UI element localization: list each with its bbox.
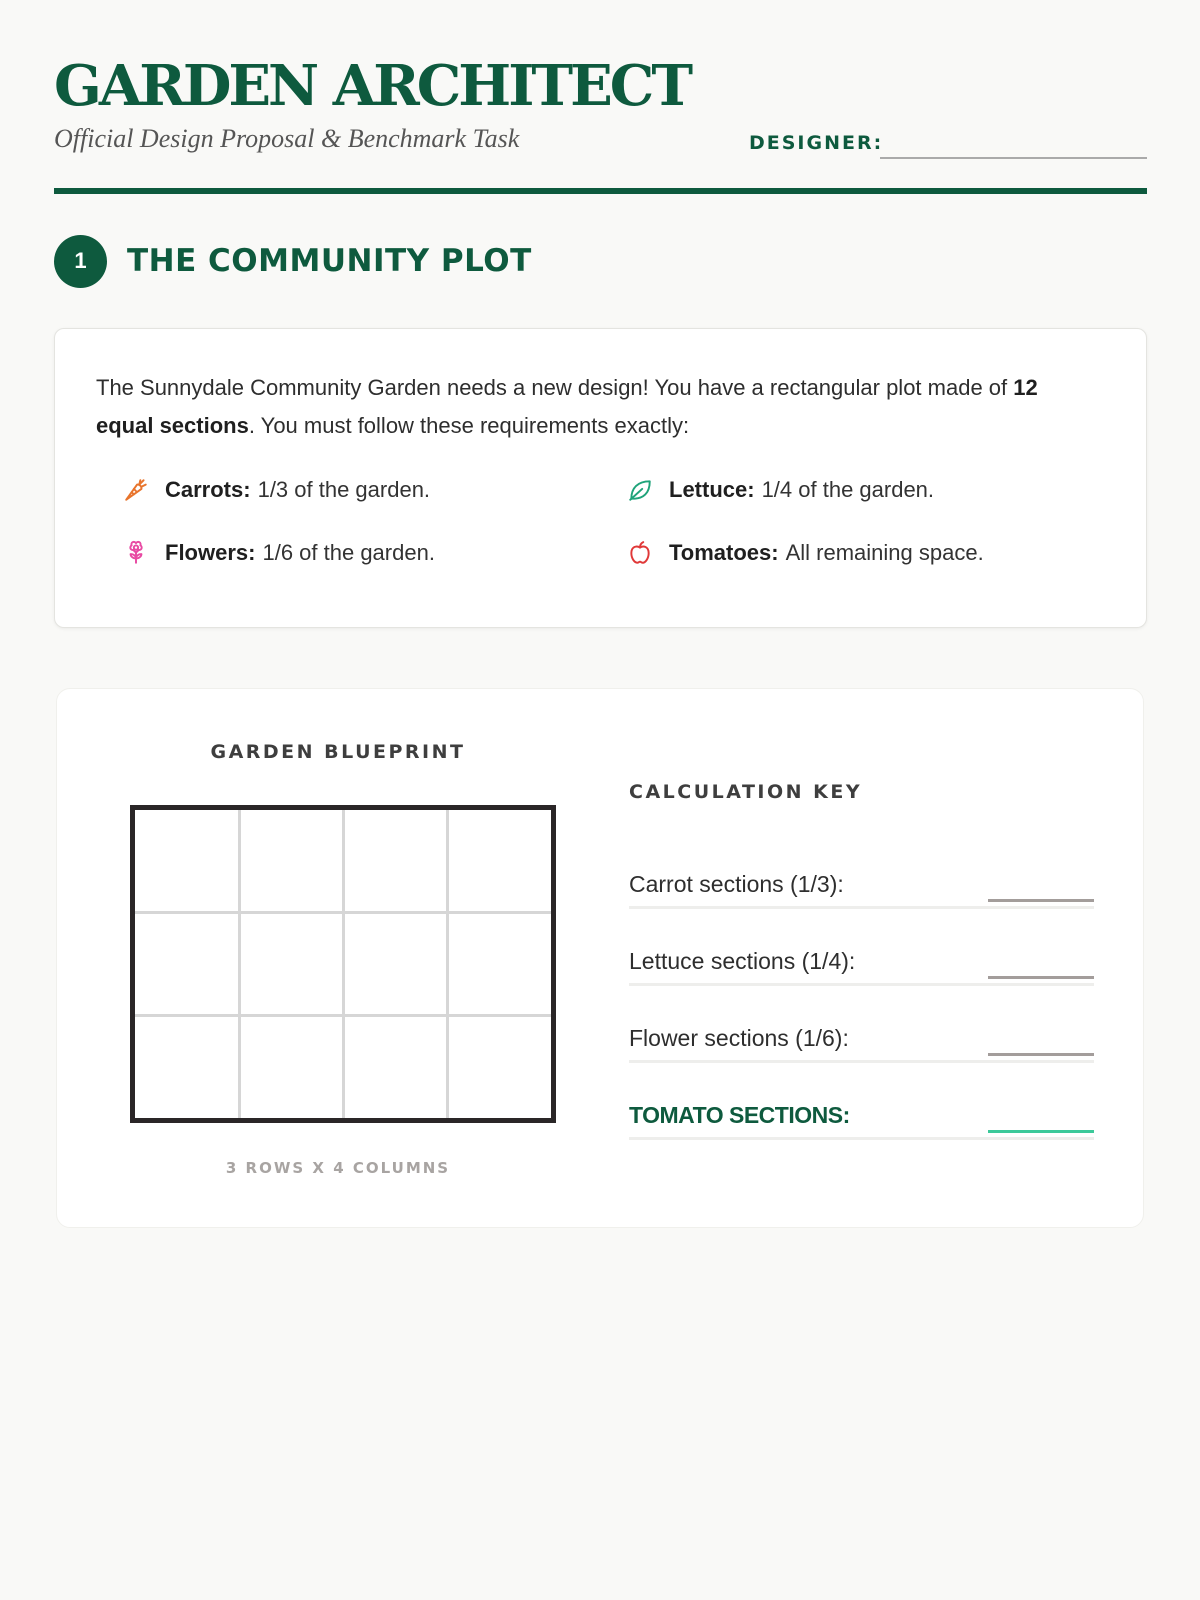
apple-icon (627, 540, 653, 566)
flower-sections-row (629, 1019, 1094, 1063)
intro-text-before: The Sunnydale Community Garden needs a new design! You have a rectangular plot made of (96, 375, 1014, 400)
garden-grid[interactable] (130, 805, 556, 1123)
requirement-label: Flowers: (165, 540, 256, 565)
blueprint-caption: 3 ROWS X 4 COLUMNS (225, 1159, 451, 1177)
carrot-icon (123, 477, 149, 503)
section-heading (54, 234, 532, 288)
worksheet-page (54, 0, 1147, 1177)
flower-icon (123, 540, 149, 566)
flower-sections-answer[interactable] (988, 1053, 1094, 1056)
grid-column-divider (446, 810, 449, 1118)
requirement-value: 1/3 of the garden. (257, 477, 431, 502)
requirement-value: All remaining space. (785, 540, 984, 565)
requirement-label: Carrots: (165, 477, 251, 502)
requirement-value: 1/4 of the garden. (761, 477, 935, 502)
lettuce-sections-answer[interactable] (988, 976, 1094, 979)
grid-row-divider (135, 1014, 551, 1017)
requirement-label: Lettuce: (669, 477, 755, 502)
header (54, 0, 1147, 194)
tomato-sections-answer[interactable] (988, 1130, 1094, 1133)
blueprint-title: GARDEN BLUEPRINT (210, 741, 466, 763)
intro-bold-text: 12 equal sections (96, 375, 1038, 438)
requirement-tomatoes (627, 540, 984, 566)
lettuce-sections-row (629, 942, 1094, 986)
grid-row-divider (135, 911, 551, 914)
section-title: THE COMMUNITY PLOT (127, 243, 532, 279)
key-row-label: Carrot sections (1/3): (629, 871, 844, 897)
requirement-lettuce (627, 477, 934, 503)
requirement-value: 1/6 of the garden. (262, 540, 435, 565)
requirements-card (54, 328, 1147, 628)
intro-paragraph (96, 369, 1096, 445)
carrot-sections-row (629, 865, 1094, 909)
calculation-key-title: CALCULATION KEY (629, 781, 863, 803)
section-number-badge: 1 (54, 235, 107, 288)
page-title: GARDEN ARCHITECT (54, 53, 691, 119)
grid-column-divider (238, 810, 241, 1118)
requirement-flowers (123, 540, 435, 566)
blueprint-card (56, 688, 1144, 1228)
designer-label: DESIGNER: (749, 132, 884, 154)
requirement-carrots (123, 477, 430, 503)
requirement-label: Tomatoes: (669, 540, 779, 565)
tomato-sections-row (629, 1096, 1094, 1140)
leaf-icon (627, 477, 653, 503)
designer-name-field[interactable] (880, 157, 1147, 159)
grid-column-divider (342, 810, 345, 1118)
key-row-label: TOMATO SECTIONS: (629, 1102, 850, 1128)
page-subtitle: Official Design Proposal & Benchmark Task (54, 124, 520, 153)
carrot-sections-answer[interactable] (988, 899, 1094, 902)
key-row-label: Flower sections (1/6): (629, 1025, 849, 1051)
intro-text-after: . You must follow these requirements exactly: (248, 413, 690, 438)
key-row-label: Lettuce sections (1/4): (629, 948, 856, 974)
